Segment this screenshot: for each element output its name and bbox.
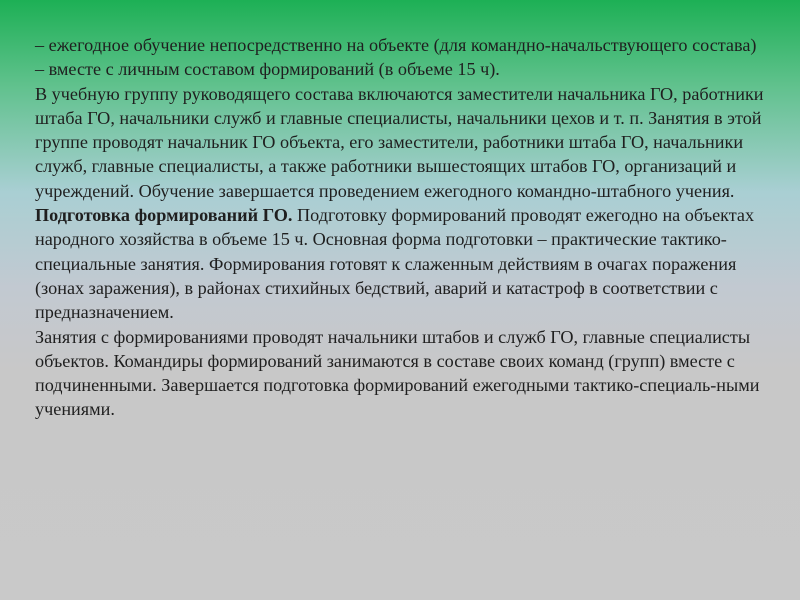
paragraph-formations-classes — [35, 325, 770, 422]
slide-text-body — [35, 33, 770, 422]
paragraph-text: Занятия с формированиями проводят начальники штабов и служб ГО, главные специалисты объектов. Командиры формирований занимаются в составе своих команд (групп) вместе с подчиненными. Завершается подготовка формирований ежегодными тактико-специаль-ными учениями. — [35, 326, 760, 420]
paragraph-text: – ежегодное обучение непосредственно на объекте (для командно-начальствующего состава) – вместе с личным составом формирований (в объеме 15 ч). — [35, 35, 757, 80]
paragraph-text: В учебную группу руководящего состава включаются заместители начальника ГО, работники штаба ГО, начальники служб и главные специалисты, начальники цехов и т. п. Занятия в этой группе проводят начальник ГО объекта, его заместители, работники штаба ГО, начальники служб, главные специалисты, а также работники вышестоящих штабов ГО, организаций и учреждений. Обучение завершается проведением ежегодного командно-штабного учения. — [35, 83, 764, 201]
paragraph-management-group — [35, 82, 770, 203]
paragraph-formations-training — [35, 203, 770, 324]
paragraph-annual-training-item — [35, 33, 770, 82]
paragraph-text: Подготовку формирований проводят ежегодно на объектах народного хозяйства в объеме 15 ч. Основная форма подготовки – практические тактико-специальные занятия. Формирования готовят к слаженным действиям в очагах поражения (зонах заражения), в районах стихийных бедствий, аварий и катастроф в соответствии с предназначением. — [35, 205, 755, 323]
paragraph-heading: Подготовка формирований ГО. — [35, 205, 293, 226]
